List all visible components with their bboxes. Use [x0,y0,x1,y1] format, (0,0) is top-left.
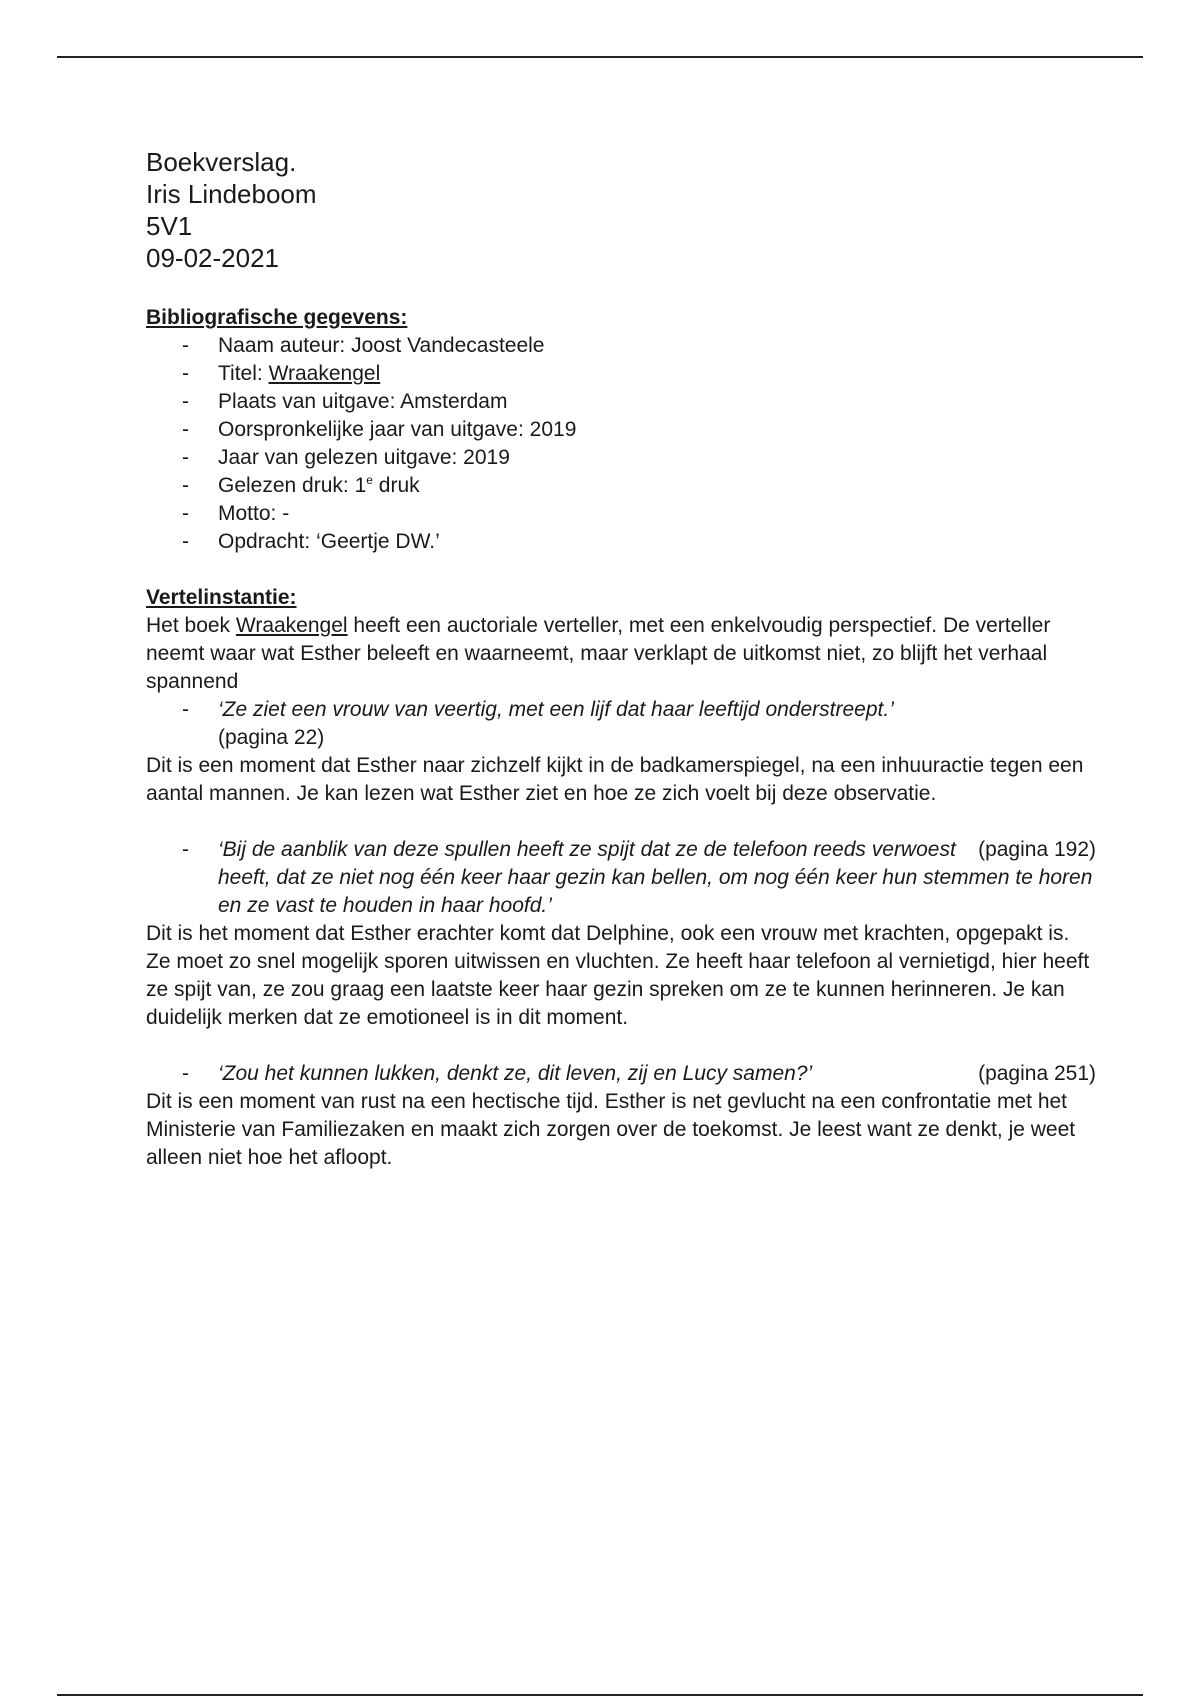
bib-label: Oorspronkelijke jaar van uitgave: [218,418,530,441]
bib-label: Opdracht: [218,530,317,553]
paragraph-spacer [146,1032,1096,1060]
student-class: 5V1 [146,211,193,241]
quote-2-page: (pagina 192) [978,838,1096,861]
edition-superscript: e [366,473,373,487]
report-title: Boekverslag. [146,147,297,177]
narrative-heading: Vertelinstantie: [146,586,297,609]
bib-item-original-year [146,416,1096,444]
bib-label: Naam auteur: [218,334,352,357]
bib-label: Motto: [218,502,283,525]
bib-value: Joost Vandecasteele [351,334,545,357]
list-dash: - [182,474,189,497]
bib-label: Jaar van gelezen uitgave: [218,446,464,469]
list-dash: - [182,530,189,553]
bibliography-heading: Bibliografische gegevens: [146,306,408,329]
list-dash: - [182,838,189,861]
narrative-intro [146,612,1096,696]
list-dash: - [182,698,189,721]
quote-3 [146,1060,1096,1088]
bibliography-list [146,332,1096,556]
bib-item-dedication [146,528,1096,556]
list-dash: - [182,390,189,413]
quote-3-text: ‘Zou het kunnen lukken, denkt ze, dit leven, zij en Lucy samen?’ [218,1062,813,1085]
list-dash: - [182,362,189,385]
bib-value: ‘Geertje DW.’ [316,530,440,553]
report-date: 09-02-2021 [146,243,279,273]
document-body [146,146,1096,1172]
quote-1 [146,696,1096,752]
edition-number: 1 [354,474,367,497]
bib-value: Amsterdam [400,390,508,413]
bib-value: 2019 [529,418,577,441]
list-dash: - [182,502,189,525]
edition-suffix: druk [372,474,420,497]
bottom-rule [57,1694,1143,1696]
list-dash: - [182,334,189,357]
quote-3-page: (pagina 251) [978,1062,1096,1085]
intro-after: heeft een auctoriale verteller, met een enkelvoudig perspectief. De verteller neemt waar wat Esther beleeft en waarneemt, maar verklapt de uitkomst niet, zo blijft het verhaal spannend [146,614,1051,693]
narrative-section [146,584,1096,1172]
bib-item-place [146,388,1096,416]
list-dash: - [182,446,189,469]
list-dash: - [182,1062,189,1085]
bibliography-section [146,304,1096,556]
quote-2-text: ‘Bij de aanblik van deze spullen heeft ze spijt dat ze de telefoon reeds verwoest heeft, dat ze niet nog één keer haar gezin kan bellen, om nog één keer hun stemmen te horen en ze vast te houden in haar hoofd.’ [218,838,1093,917]
bib-value: - [282,502,290,525]
bib-label: Plaats van uitgave: [218,390,401,413]
explanation-1: Dit is een moment dat Esther naar zichzelf kijkt in de badkamerspiegel, na een inhuuractie tegen een aantal mannen. Je kan lezen wat Esther ziet en hoe ze zich voelt bij deze observatie. [146,754,1084,805]
list-dash: - [182,418,189,441]
book-title: Wraakengel [268,362,381,385]
explanation-3: Dit is een moment van rust na een hectische tijd. Esther is net gevlucht na een confrontatie met het Ministerie van Familiezaken en maakt zich zorgen over de toekomst. Je leest want ze denkt, je weet alleen niet hoe het afloopt. [146,1090,1076,1169]
top-rule [57,56,1143,58]
paragraph-spacer [146,808,1096,836]
bib-item-edition [146,472,1096,500]
bib-label: Gelezen druk: [218,474,355,497]
bib-item-author [146,332,1096,360]
student-name: Iris Lindeboom [146,179,317,209]
bib-label: Titel: [218,362,269,385]
explanation-2: Dit is het moment dat Esther erachter komt dat Delphine, ook een vrouw met krachten, opgepakt is. Ze moet zo snel mogelijk sporen uitwissen en vluchten. Ze heeft haar telefoon al vernietigd, hier heeft ze spijt van, ze zou graag een laatste keer haar gezin spreken om ze te kunnen herinneren. Je kan duidelijk merken dat ze emotioneel is in dit moment. [146,922,1090,1029]
bib-item-motto [146,500,1096,528]
bib-item-read-year [146,444,1096,472]
bib-value: 2019 [463,446,510,469]
intro-before: Het boek [146,614,236,637]
bib-item-title [146,360,1096,388]
quote-2 [146,836,1096,920]
intro-book-title: Wraakengel [235,614,348,637]
quote-1-page: (pagina 22) [218,726,325,749]
quote-1-text: ‘Ze ziet een vrouw van veertig, met een lijf dat haar leeftijd onderstreept.’ [218,698,894,721]
report-header [146,146,1096,274]
